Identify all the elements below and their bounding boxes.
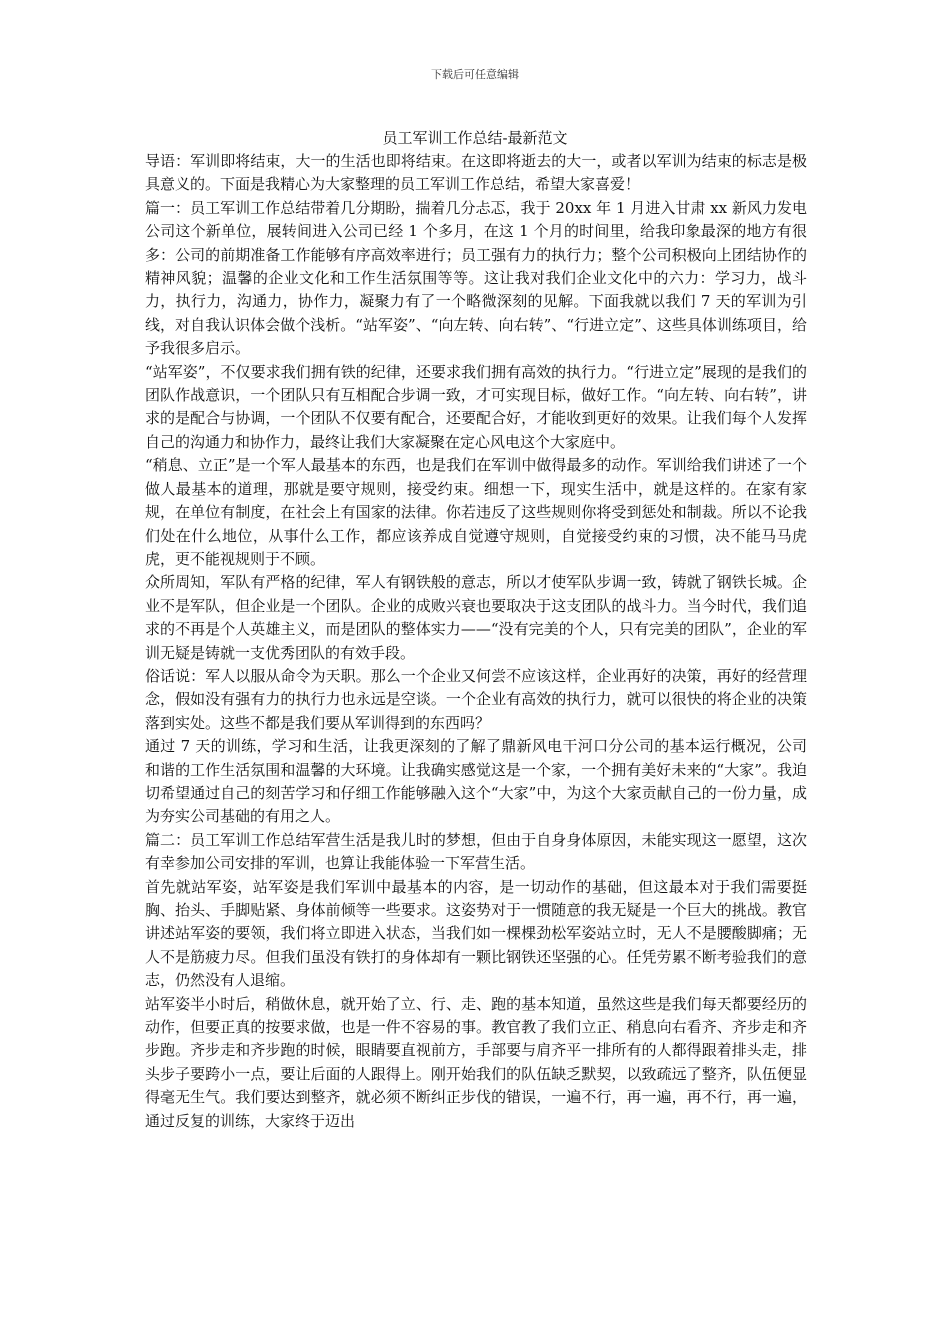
paragraph: 俗话说：军人以服从命令为天职。那么一个企业又何尝不应该这样，企业再好的决策，再好的经营理念，假如没有强有力的执行力也永远是空谈。一个企业有高效的执行力，就可以很快的将企业的决策落到实处。这些不都是我们要从军训得到的东西吗？ [145,666,807,732]
paragraph: “稍息、立正”是一个军人最基本的东西，也是我们在军训中做得最多的动作。军训给我们讲述了一个做人最基本的道理，那就是要守规则，接受约束。细想一下，现实生活中，就是这样的。在家有家规，在单位有制度，在社会上有国家的法律。你若违反了这些规则你将受到惩处和制裁。所以不论我们处在什么地位，从事什么工作，都应该养成自觉遵守规则，自觉接受约束的习惯，决不能马马虎虎，更不能视规则于不顾。 [145,456,807,568]
header-note: 下载后可任意编辑 [431,68,519,81]
document-body [145,150,807,1133]
paragraph: 篇一：员工军训工作总结带着几分期盼，揣着几分忐忑，我于 20xx 年 1 月进入甘肃 xx 新风力发电公司这个新单位，展转间进入公司已经 1 个多月，在这 1 个月的时间里，给我印象最深的地方有很多：公司的前期准备工作能够有序高效率进行；员工强有力的执行力；整个公司积极向上团结协作的精神风貌；温馨的企业文化和工作生活氛围等等。这让我对我们企业文化中的六力：学习力，战斗力，执行力，沟通力，协作力，凝聚力有了一个略微深刻的见解。下面我就以我们 7 天的军训为引线，对自我认识体会做个浅析。“站军姿”、“向左转、向右转”、“行进立定”、这些具体训练项目，给予我很多启示。 [145,198,807,358]
paragraph: 站军姿半小时后，稍做休息，就开始了立、行、走、跑的基本知道，虽然这些是我们每天都要经历的动作，但要正真的按要求做，也是一件不容易的事。教官教了我们立正、稍息向右看齐、齐步走和齐步跑。齐步走和齐步跑的时候，眼睛要直视前方，手部要与肩齐平一排所有的人都得跟着排头走，排头步子要跨小一点，要让后面的人跟得上。刚开始我们的队伍缺乏默契，以致疏远了整齐，队伍便显得毫无生气。我们要达到整齐，就必须不断纠正步伐的错误，一遍不行，再一遍，再不行，再一遍，通过反复的训练，大家终于迈出 [145,994,807,1130]
paragraph: 通过 7 天的训练，学习和生活，让我更深刻的了解了鼎新风电干河口分公司的基本运行概况，公司和谐的工作生活氛围和温馨的大环境。让我确实感觉这是一个家，一个拥有美好未来的“大家”。我迫切希望通过自己的刻苦学习和仔细工作能够融入这个“大家”中，为这个大家贡献自己的一份力量，成为夯实公司基础的有用之人。 [145,737,807,826]
paragraph: 首先就站军姿，站军姿是我们军训中最基本的内容，是一切动作的基础，但这最本对于我们需要挺胸、抬头、手脚贴紧、身体前倾等一些要求。这姿势对于一惯随意的我无疑是一个巨大的挑战。教官讲述站军姿的要领，我们将立即进入状态，当我们如一棵棵劲松军姿站立时，无人不是腰酸脚痛；无人不是筋疲力尽。但我们虽没有铁打的身体却有一颗比钢铁还坚强的心。任凭劳累不断考验我们的意志，仍然没有人退缩。 [145,877,807,990]
document-title: 员工军训工作总结-最新范文 [382,129,568,147]
paragraph: 众所周知，军队有严格的纪律，军人有钢铁般的意志，所以才使军队步调一致，铸就了钢铁长城。企业不是军队，但企业是一个团队。企业的成败兴衰也要取决于这支团队的战斗力。当今时代，我们追求的不再是个人英雄主义，而是团队的整体实力——“没有完美的个人，只有完美的团队”，企业的军训无疑是铸就一支优秀团队的有效手段。 [145,573,807,662]
paragraph: 篇二：员工军训工作总结军营生活是我儿时的梦想，但由于自身身体原因，未能实现这一愿望，这次有幸参加公司安排的军训，也算让我能体验一下军营生活。 [145,830,807,873]
paragraph-intro: 导语：军训即将结束，大一的生活也即将结束。在这即将逝去的大一，或者以军训为结束的标志是极具意义的。下面是我精心为大家整理的员工军训工作总结，希望大家喜爱！ [145,152,807,194]
paragraph: “站军姿”，不仅要求我们拥有铁的纪律，还要求我们拥有高效的执行力。“行进立定”展现的是我们的团队作战意识，一个团队只有互相配合步调一致，才可实现目标，做好工作。“向左转、向右转”，讲求的是配合与协调，一个团队不仅要有配合，还要配合好，才能收到更好的效果。让我们每个人发挥自己的沟通力和协作力，最终让我们大家凝聚在定心风电这个大家庭中。 [145,362,807,451]
